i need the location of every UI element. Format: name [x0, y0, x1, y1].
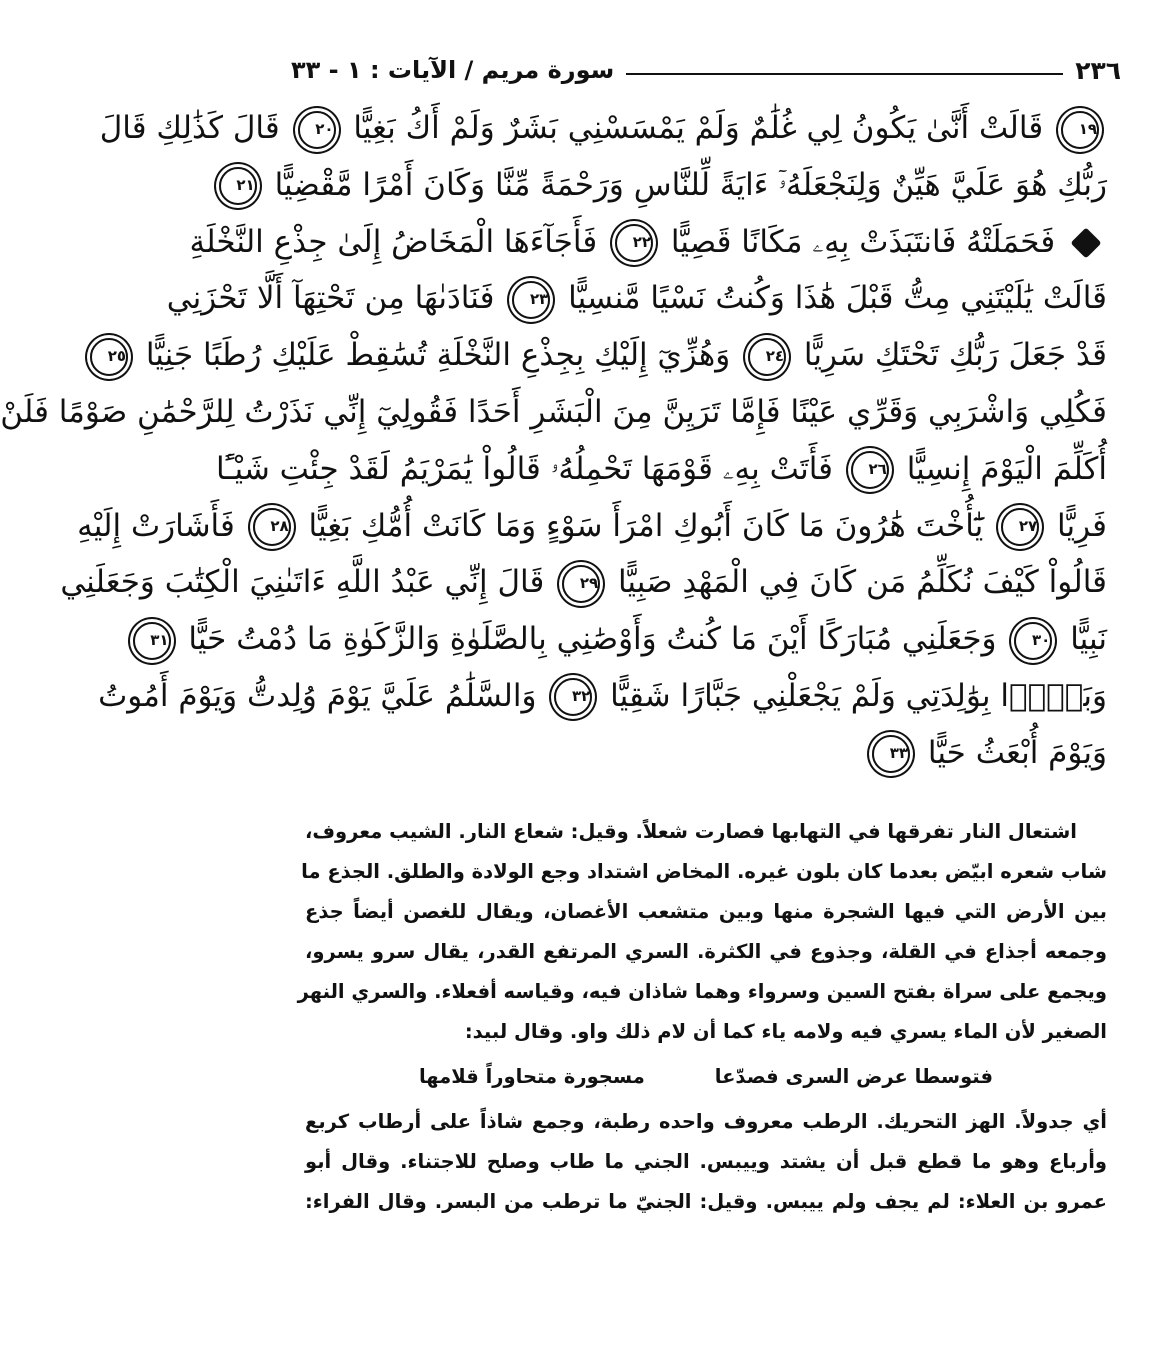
running-header [291, 52, 1121, 88]
verse-text: وَجَعَلَنِي مُبَارَكًا أَيْنَ مَا كُنتُ وَأَوْصَٰنِي بِالصَّلَوٰةِ وَالزَّكَوٰةِ مَا دُمْتُ حَيًّا [188, 621, 997, 658]
verse-number-marker: ٢١ [219, 167, 257, 205]
verse-text: نَبِيًّا [1070, 621, 1107, 658]
commentary-line: اشتعال النار تفرقها في التهابها فصارت شعلاً. وقيل: شعاع النار. الشيب معروف، [304, 820, 1077, 843]
verse-text: فَرِيًّا [1057, 507, 1107, 544]
quran-line [107, 327, 1107, 384]
verse-text: وَبَرًّۢا بِوَٰلِدَتِي وَلَمْ يَجْعَلْنِي جَبَّارًا شَقِيًّا [610, 677, 1107, 714]
commentary-line: بين الأرض التي فيها الشجرة منها وبين متشعب الأغصان، ويقال للغصن أيضاً جذع [305, 900, 1107, 923]
verse-text: قَالَ كَذَٰلِكِ قَالَ [99, 110, 280, 146]
verse-number-marker: ٢٠ [298, 111, 336, 149]
verse-text: فَحَمَلَتْهُ فَانتَبَذَتْ بِهِۦ مَكَانًا قَصِيًّا [670, 223, 1056, 260]
commentary-line: الصغير لأن الماء يسري فيه ولامه ياء كما أن لام ذلك واو. وقال لبيد: [464, 1020, 1107, 1043]
tafsir-commentary [297, 812, 1107, 1222]
verse-text: فَنَادَىٰهَا مِن تَحْتِهَآ أَلَّا تَحْزَنِي [166, 280, 495, 317]
quran-line [166, 270, 1107, 327]
quran-line [189, 214, 1107, 271]
verse-text: يَٰٓأُخْتَ هَٰرُونَ مَا كَانَ أَبُوكِ امْرَأَ سَوْءٍ وَمَا كَانَتْ أُمُّكِ بَغِيًّا [308, 507, 984, 544]
commentary-line: أي جدولاً. الهز التحريك. الرطب معروف واحده رطبة، وجمع شاذاً على أرطاب كربع [305, 1110, 1107, 1133]
verse-number-marker: ٢٥ [90, 338, 128, 376]
verse-number-marker: ٢٤ [748, 338, 786, 376]
verse-number-marker: ٢٣ [512, 281, 550, 319]
commentary-line: وأرباع وهو ما قطع قبل أن يشتد وييبس. الجني ما طاب وصلح للاجتناء. وقال أبو [305, 1150, 1107, 1173]
verse-number-marker: ٢٩ [562, 565, 600, 603]
verse-number-marker: ٢٦ [851, 451, 889, 489]
commentary-before-poem [297, 812, 1107, 1052]
commentary-line: شاب شعره ابيّض بعدما كان بلون غيره. المخاض اشتداد وجع الولادة والطلق. الجذع ما [301, 860, 1107, 883]
verse-number-marker: ١٩ [1061, 111, 1099, 149]
page-number: ٢٣٦ [1075, 55, 1121, 85]
poem-verse [305, 1052, 1107, 1102]
verse-text: وَهُزِّيٓ إِلَيْكِ بِجِذْعِ النَّخْلَةِ تُسَٰقِطْ عَلَيْكِ رُطَبًا جَنِيًّا [145, 337, 731, 374]
hizb-marker-icon [1070, 228, 1101, 259]
verse-text: وَالسَّلَٰمُ عَلَيَّ يَوْمَ وُلِدتُّ وَيَوْمَ أَمُوتُ [98, 677, 537, 714]
quran-line [77, 498, 1107, 555]
verse-text: فَأَشَارَتْ إِلَيْهِ [77, 507, 235, 544]
verse-number-marker: ٣٢ [554, 678, 592, 716]
quran-text-block [0, 100, 1107, 782]
quran-line [150, 611, 1107, 668]
verse-number-marker: ٣٣ [872, 735, 910, 773]
quran-line [305, 725, 1107, 782]
poem-second-hemistich: مسجورة متحاوراً قلامها [418, 1065, 645, 1088]
quran-line [236, 157, 1107, 214]
verse-number-marker: ٣١ [133, 622, 171, 660]
verse-text: قَدْ جَعَلَ رَبُّكِ تَحْتَكِ سَرِيًّا [803, 337, 1107, 374]
verse-text: رَبُّكِ هُوَ عَلَيَّ هَيِّنٌ وَلِنَجْعَلَهُۥٓ ءَايَةً لِّلنَّاسِ وَرَحْمَةً مِّنَّا وَكَانَ أَمْرًا مَّقْضِيًّا [274, 166, 1107, 203]
quran-line [98, 668, 1107, 725]
verse-number-marker: ٣٠ [1014, 622, 1052, 660]
header-rule [626, 73, 1063, 75]
quran-line [215, 441, 1107, 498]
commentary-line: عمرو بن العلاء: لم يجف ولم ييبس. وقيل: الجنيّ ما ترطب من البسر. وقال الفراء: [305, 1190, 1107, 1213]
quran-line [0, 384, 1107, 441]
verse-text: أُكَلِّمَ الْيَوْمَ إِنسِيًّا [906, 450, 1107, 487]
verse-text: فَأَتَتْ بِهِۦ قَوْمَهَا تَحْمِلُهُۥ قَالُواْ يَٰمَرْيَمُ لَقَدْ جِئْتِ شَيْـًٔا [215, 450, 833, 487]
verse-number-marker: ٢٧ [1001, 508, 1039, 546]
verse-text: فَأَجَآءَهَا الْمَخَاضُ إِلَىٰ جِذْعِ النَّخْلَةِ [189, 223, 598, 260]
verse-text: فَكُلِي وَاشْرَبِي وَقَرِّي عَيْنًا فَإِمَّا تَرَيِنَّ مِنَ الْبَشَرِ أَحَدًا فَقُولِيٓ إِنِّي نَذَرْتُ لِلرَّحْمَٰنِ صَوْمًا فَلَنْ [0, 393, 1107, 430]
poem-first-hemistich: فتوسطا عرض السرى فصدّعا [714, 1065, 994, 1088]
verse-number-marker: ٢٨ [253, 508, 291, 546]
verse-number-marker: ٢٢ [615, 224, 653, 262]
verse-text: قَالُواْ كَيْفَ نُكَلِّمُ مَن كَانَ فِي الْمَهْدِ صَبِيًّا [617, 564, 1107, 601]
verse-text: وَيَوْمَ أُبْعَثُ حَيًّا [927, 734, 1107, 771]
commentary-after-poem [305, 1102, 1107, 1222]
quran-line [99, 100, 1107, 157]
quran-line [60, 554, 1107, 611]
commentary-line: ويجمع على سراة بفتح السين وسرواء وهما شاذان فيه، وقياسه أفعلاء. والسري النهر [297, 980, 1107, 1003]
verse-text: قَالَتْ أَنَّىٰ يَكُونُ لِي غُلَٰمٌ وَلَمْ يَمْسَسْنِي بَشَرٌ وَلَمْ أَكُ بَغِيًّا [353, 110, 1044, 146]
surah-title: سورة مريم / الآيات : ١ - ٣٣ [291, 56, 615, 84]
verse-text: قَالَ إِنِّي عَبْدُ اللَّهِ ءَاتَىٰنِيَ الْكِتَٰبَ وَجَعَلَنِي [60, 564, 545, 601]
verse-text: قَالَتْ يَٰلَيْتَنِي مِتُّ قَبْلَ هَٰذَا وَكُنتُ نَسْيًا مَّنسِيًّا [568, 280, 1107, 317]
commentary-line: وجمعه أجذاع في القلة، وجذوع في الكثرة. السري المرتفع القدر، يقال سرو يسرو، [305, 940, 1107, 963]
